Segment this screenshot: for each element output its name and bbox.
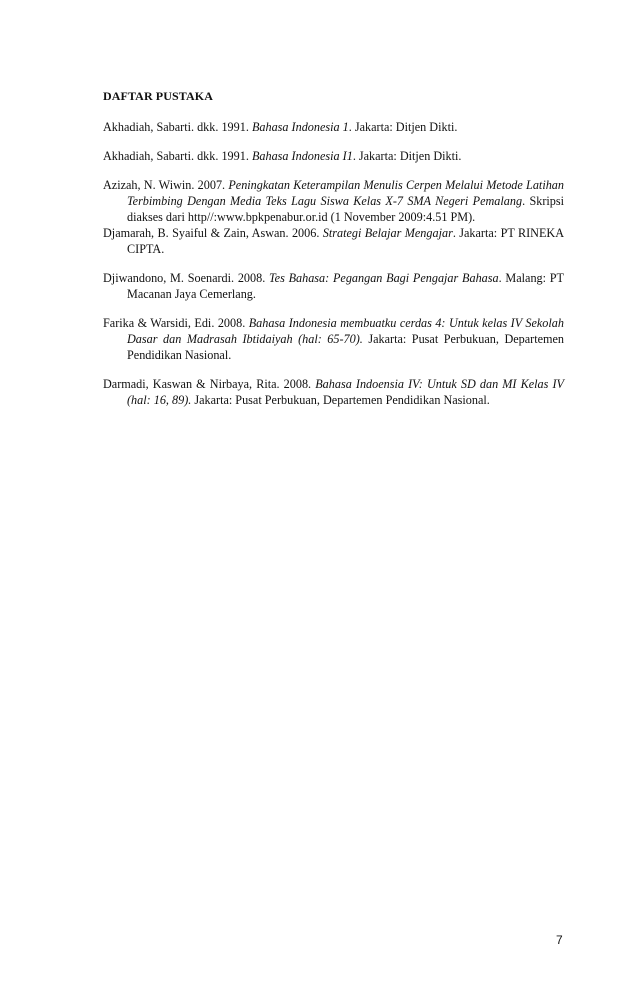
reference-publisher: Jakarta: Pusat Perbukuan, Departemen Pendidikan Nasional. [127,332,564,362]
reference-entry [103,315,564,363]
reference-publisher: . Jakarta: PT RINEKA CIPTA. [127,226,565,256]
reference-title: Tes Bahasa: Pegangan Bagi Pengajar Bahasa [269,271,499,285]
reference-entry [103,225,564,257]
reference-list [103,119,564,408]
reference-authors-year: Akhadiah, Sabarti. dkk. 1991. [103,149,252,163]
reference-authors-year: Farika & Warsidi, Edi. 2008. [103,316,249,330]
reference-entry [103,119,564,135]
reference-publisher: . Jakarta: Ditjen Dikti. [352,149,462,163]
reference-title: Bahasa Indoensia IV: Untuk SD dan MI Kelas IV (hal: 16, 89). [127,377,564,407]
bibliography-heading: DAFTAR PUSTAKA [103,89,213,103]
reference-publisher: . Jakarta: Ditjen Dikti. [348,120,458,134]
reference-publisher: . Skripsi diakses dari http//:www.bpkpenabur.or.id (1 November 2009:4.51 PM). [127,194,564,224]
reference-title: Bahasa Indonesia 1 [251,120,349,134]
reference-entry [103,148,564,164]
reference-title: Bahasa Indonesia I1 [251,149,353,163]
reference-title: Peningkatan Keterampilan Menulis Cerpen Melalui Metode Latihan Terbimbing Dengan Media Teks Lagu Siswa Kelas X-7 SMA Negeri Pemalang [127,178,564,208]
reference-authors-year: Darmadi, Kaswan & Nirbaya, Rita. 2008. [103,377,316,391]
reference-title: Strategi Belajar Mengajar [322,226,453,240]
reference-entry [103,270,564,302]
reference-authors-year: Azizah, N. Wiwin. 2007. [103,178,229,192]
reference-entry [103,177,564,225]
reference-publisher: . Malang: PT Macanan Jaya Cemerlang. [127,271,564,301]
reference-publisher: Jakarta: Pusat Perbukuan, Departemen Pendidikan Nasional. [191,393,490,407]
reference-authors-year: Djiwandono, M. Soenardi. 2008. [103,271,270,285]
reference-authors-year: Djamarah, B. Syaiful & Zain, Aswan. 2006. [103,226,323,240]
reference-entry [103,376,564,408]
reference-authors-year: Akhadiah, Sabarti. dkk. 1991. [103,120,252,134]
reference-title: Bahasa Indonesia membuatku cerdas 4: Untuk kelas IV Sekolah Dasar dan Madrasah Ibtidaiyah (hal: 65-70). [127,316,564,346]
page-number: 7 [556,933,563,947]
